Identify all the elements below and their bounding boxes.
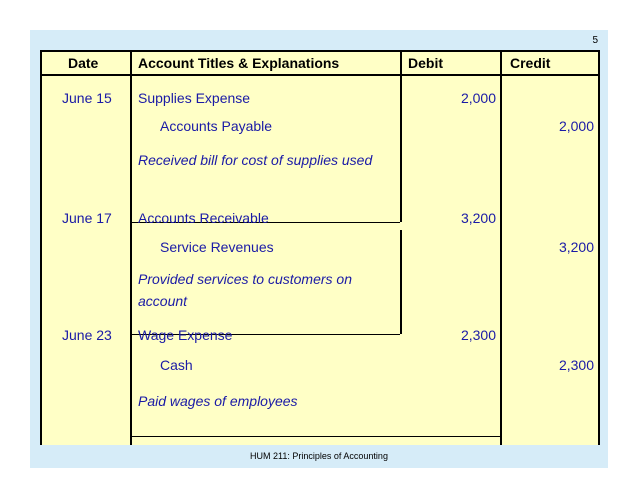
explanation: Provided services to customers on account (138, 271, 352, 309)
credit-amount: 2,300 (558, 357, 594, 373)
debit-amount: 2,000 (460, 90, 496, 106)
rule-debit (500, 50, 502, 445)
credit-amount: 3,200 (558, 239, 594, 255)
debit-account: Supplies Expense (138, 90, 251, 106)
credit-account: Cash (160, 357, 193, 373)
debit-account: Accounts Receivable (138, 210, 269, 226)
credit-amount: 2,000 (558, 118, 594, 134)
page-number: 5 (592, 35, 598, 46)
explanation: Received bill for cost of supplies used (138, 152, 373, 168)
journal-table (40, 50, 600, 445)
entry-date: June 23 (62, 327, 112, 343)
rule-left (40, 50, 42, 445)
credit-account: Accounts Payable (160, 118, 273, 134)
credit-account: Service Revenues (160, 239, 274, 255)
entry-date: June 17 (62, 210, 112, 226)
rule-right (598, 50, 600, 445)
rule-date (130, 50, 132, 445)
header-debit: Debit (408, 55, 443, 71)
debit-account: Wage Expense (138, 327, 233, 343)
slide (30, 30, 608, 468)
entry-date: June 15 (62, 90, 112, 106)
header-date: Date (68, 55, 99, 71)
explanation: Paid wages of employees (138, 393, 298, 409)
footer: HUM 211: Principles of Accounting (250, 451, 388, 461)
debit-amount: 3,200 (460, 210, 496, 226)
rule-account-1 (400, 50, 402, 222)
header-credit: Credit (510, 55, 551, 71)
debit-amount: 2,300 (460, 327, 496, 343)
header-account: Account Titles & Explanations (138, 55, 340, 71)
rule-account-2 (400, 230, 402, 334)
separator-3 (130, 436, 500, 437)
table-header (40, 50, 600, 76)
